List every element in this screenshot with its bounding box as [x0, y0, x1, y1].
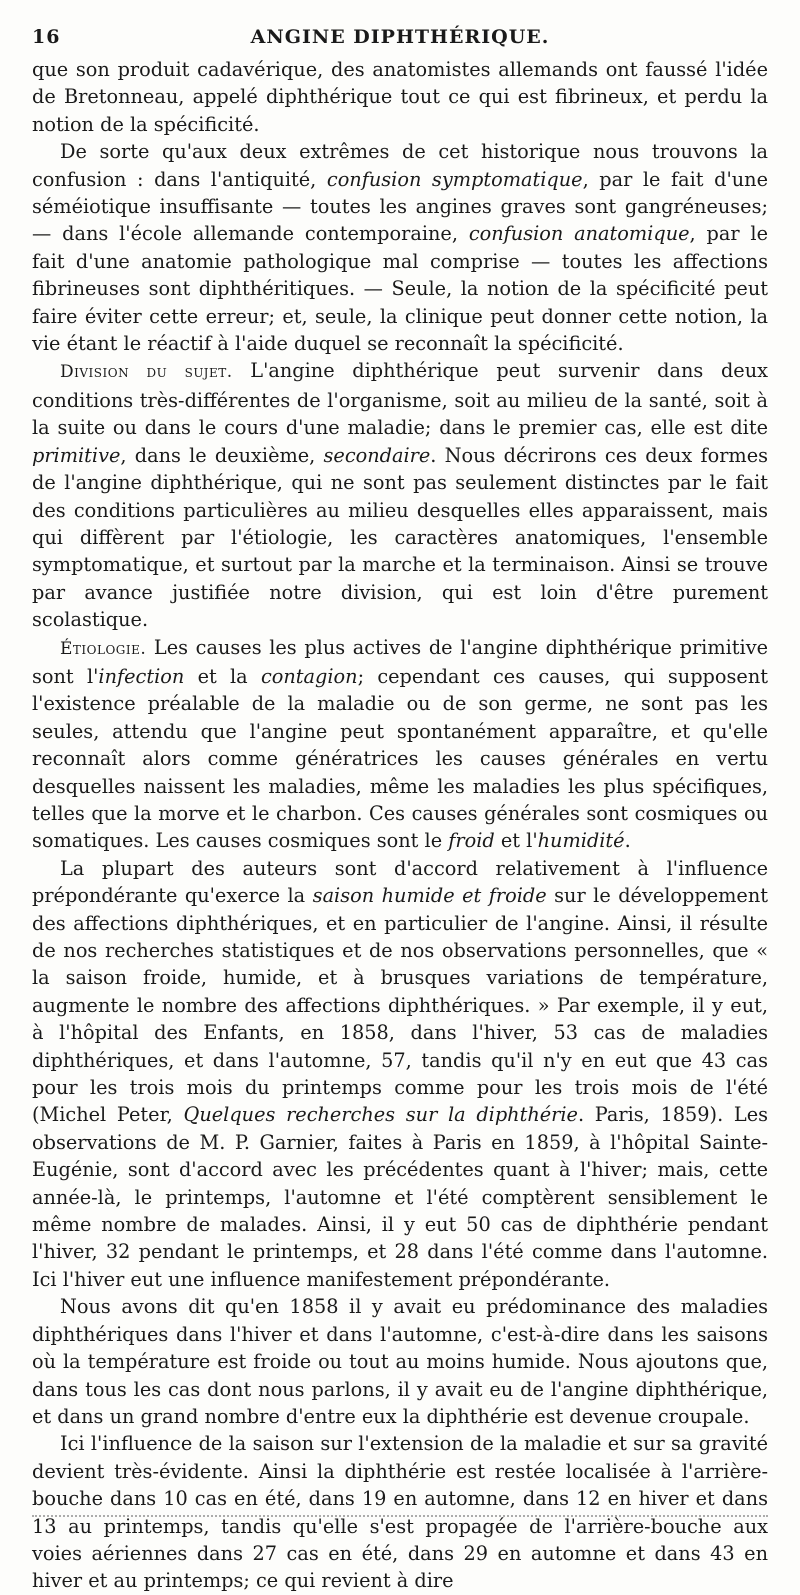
text-run: , dans le deuxième, — [120, 443, 324, 467]
italic-text: confusion symptomatique — [326, 167, 583, 191]
paragraph — [32, 634, 768, 855]
text-run: et l' — [494, 829, 538, 853]
text-run: que son produit cadavérique, des anatomistes allemands ont faussé l'idée de Bretonneau, appelé diphthérique tout ce qui est fibrineux, et perdu la notion de la spécificité. — [32, 58, 768, 136]
italic-text: humidité — [537, 829, 625, 853]
text-run: Ici l'influence de la saison sur l'extension de la maladie et sur sa gravité devient très-évidente. Ainsi la diphthérie est restée localisée à l'arrière-bouche dans 10 cas en été, dans 19 en automne, dans 12 en hiver et dans 13 au printemps, tandis qu'elle s'est propagée de l'arrière-bouche aux voies aériennes dans 27 cas en été, dans 29 en automne et dans 43 en hiver et au printemps; ce qui revient à dire — [32, 1432, 768, 1593]
italic-text: infection — [98, 664, 185, 688]
page — [32, 26, 768, 1595]
paragraph — [32, 855, 768, 1294]
text-run: sur le développement des affections diphthériques, et en particulier de l'angine. Ainsi, il résulte de nos recherches statistiques et de nos observations personnelles, que « la saison froide, humide, et à brusques variations de température, augmente le nombre des affections diphthériques. » Par exemple, il y eut, à l'hôpital des Enfants, en 1858, dans l'hiver, 53 cas de maladies diphthériques, et dans l'automne, 57, tandis qu'il n'y en eut que 43 cas pour les trois mois du printemps comme pour les trois mois de l'été (Michel Peter, — [32, 884, 769, 1127]
running-header — [32, 26, 768, 56]
running-title: ANGINE DIPHTHÉRIQUE. — [250, 26, 550, 48]
paragraph — [32, 357, 768, 633]
text-run: Nous avons dit qu'en 1858 il y avait eu prédominance des maladies diphthériques dans l'hiver et dans l'automne, c'est-à-dire dans les saisons où la température est froide ou tout au moins humide. Nous ajoutons que, dans tous les cas dont nous parlons, il y avait eu de l'angine diphthérique, et dans un grand nombre d'entre eux la diphthérie est devenue croupale. — [32, 1295, 768, 1428]
paragraph — [32, 138, 768, 357]
text-run: , par le fait d'une séméiotique insuffisante — toutes les angines graves sont gangréneuses; — dans l'école allemande contemporaine, — [32, 167, 769, 246]
text-run: , par le fait d'une anatomie pathologique mal comprise — toutes les affections fibrineuses sont diphthéritiques. — Seule, la notion de la spécificité peut faire éviter cette erreur; et, seule, la clinique peut donner cette notion, la vie étant le réactif à l'aide duquel se reconnaît la spécificité. — [32, 222, 768, 356]
paragraph — [32, 1430, 768, 1594]
text-run: . — [624, 829, 631, 853]
italic-text: saison humide et froide — [312, 884, 547, 908]
italic-text: Quelques recherches sur la diphthérie — [183, 1103, 578, 1127]
text-run: ; cependant ces causes, qui supposent l'existence préalable de la maladie ou de son germe, ne sont pas les seules, attendu que l'angine peut spontanément apparaître, et qu'elle reconnaît alors comme génératrices les causes générales en vertu desquelles naissent les maladies, même les maladies les plus spécifiques, telles que la morve et le charbon. Ces causes générales sont cosmiques ou somatiques. Les causes cosmiques sont le — [32, 664, 768, 853]
text-run: Les causes les plus actives de l'angine diphthérique primitive sont l' — [32, 635, 768, 688]
text-run: La plupart des auteurs sont d'accord relativement à l'influence prépondérante qu'exerce la — [32, 856, 768, 908]
body-text — [32, 56, 768, 1595]
section-heading: Division du sujet. — [60, 362, 233, 383]
section-heading: Étiologie. — [60, 638, 147, 659]
page-number: 16 — [32, 26, 61, 48]
paragraph — [32, 1293, 768, 1430]
footer-rule — [32, 1515, 768, 1517]
paragraph — [32, 56, 768, 138]
italic-text: froid — [448, 829, 495, 853]
italic-text: contagion — [260, 664, 358, 688]
italic-text: secondaire — [323, 443, 431, 467]
text-run: De sorte qu'aux deux extrêmes de cet historique nous trouvons la confusion : dans l'antiquité, — [32, 140, 768, 191]
italic-text: primitive — [32, 443, 121, 467]
text-run: . Nous décrirons ces deux formes de l'angine diphthérique, qui ne sont pas seulement distinctes par le fait des conditions particulières au milieu desquelles elles apparaissent, mais qui diffèrent par l'étiologie, les caractères anatomiques, l'ensemble symptomatique, et surtout par la marche et la terminaison. Ainsi se trouve par avance justifiée notre division, qui est loin d'être purement scolastique. — [32, 443, 769, 632]
text-run: et la — [184, 664, 261, 688]
text-run: . Paris, 1859). Les observations de M. P. Garnier, faites à Paris en 1859, à l'hôpital Sainte-Eugénie, sont d'accord avec les précédentes quant à l'hiver; mais, cette année-là, le printemps, l'automne et l'été comptèrent sensiblement le même nombre de malades. Ainsi, il y eut 50 cas de diphthérie pendant l'hiver, 32 pendant le printemps, et 28 dans l'été comme dans l'automne. Ici l'hiver eut une influence manifestement prépondérante. — [32, 1103, 769, 1291]
italic-text: confusion anatomique — [468, 222, 690, 246]
text-run: L'angine diphthérique peut survenir dans deux conditions très-différentes de l'organisme, soit au milieu de la santé, soit à la suite ou dans le cours d'une maladie; dans le premier cas, elle est dite — [32, 359, 769, 440]
